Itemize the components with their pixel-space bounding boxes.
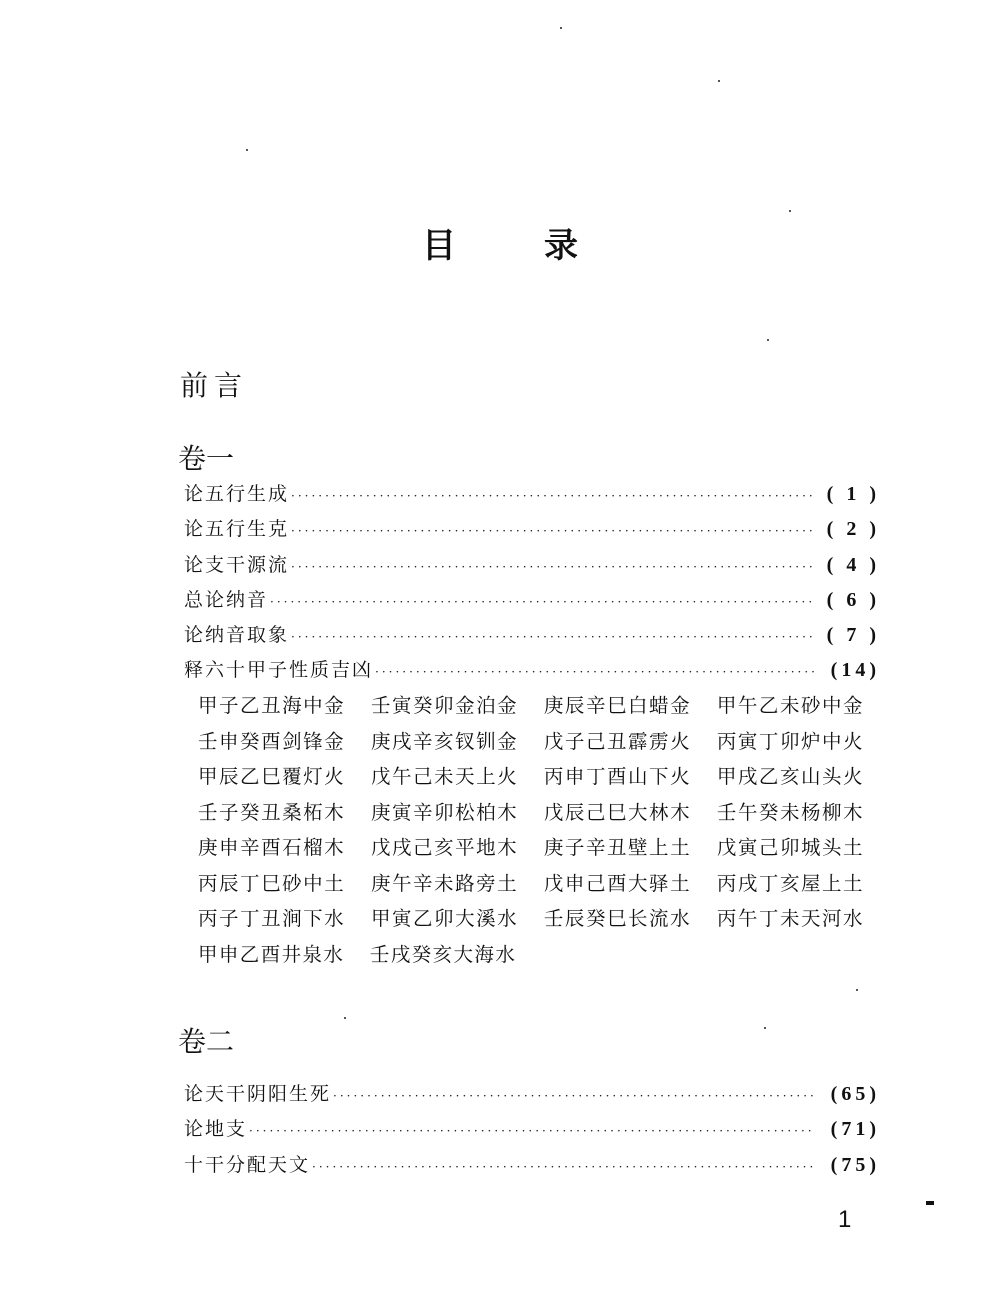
- toc-entry-page: (14): [830, 659, 880, 682]
- leader-dots: [333, 1089, 814, 1103]
- sub-entry: 甲午乙未砂中金: [716, 694, 864, 717]
- leader-dots: [291, 560, 814, 574]
- sub-entry: 庚子辛丑壁上土: [543, 836, 692, 859]
- sub-entry: 戊辰己巳大林木: [543, 800, 692, 824]
- scan-mark: [926, 1201, 934, 1205]
- sub-entry: 甲辰乙巳覆灯火: [198, 765, 346, 788]
- toc-entry[interactable]: [184, 514, 880, 549]
- sub-entry: 丙午丁未天河水: [716, 907, 864, 930]
- scan-speck: [767, 339, 769, 341]
- sub-entry: 戊戌己亥平地木: [370, 836, 519, 859]
- sub-entry: 壬申癸酉剑锋金: [198, 729, 346, 753]
- toc-entry-title: 释六十甲子性质吉凶: [184, 659, 374, 682]
- toc-entry-title: 论天干阴阳生死: [184, 1083, 332, 1105]
- preface-heading[interactable]: 前言: [180, 369, 249, 402]
- sub-entry: 甲子乙丑海中金: [198, 694, 346, 717]
- volume-2-toc: [184, 1079, 880, 1185]
- toc-entry-page: (75): [830, 1153, 880, 1176]
- toc-entry[interactable]: [184, 620, 880, 655]
- leader-dots: [375, 665, 814, 679]
- page-number: 1: [838, 1206, 852, 1233]
- leader-dots: [270, 595, 814, 609]
- toc-entry-title: 论纳音取象: [184, 624, 290, 647]
- volume-1-heading: 卷一: [178, 442, 235, 475]
- sub-entry: 庚辰辛巳白蜡金: [543, 694, 692, 717]
- sub-entry: 戊申己酉大驿土: [543, 871, 692, 895]
- toc-entry-title: 十干分配天文: [184, 1153, 311, 1176]
- leader-dots: [291, 630, 814, 644]
- sub-entry: 壬寅癸卯金泊金: [370, 694, 519, 717]
- sub-entry: 庚戌辛亥钗钏金: [370, 729, 519, 753]
- scan-speck: [246, 149, 248, 151]
- leader-dots: [291, 489, 814, 503]
- toc-entry-title: 论五行生克: [184, 518, 290, 541]
- sub-entry: 庚寅辛卯松柏木: [370, 800, 519, 824]
- sub-entry: 丙寅丁卯炉中火: [716, 729, 864, 753]
- title-char-1: 目: [422, 226, 456, 266]
- scan-speck: [718, 80, 720, 82]
- sub-entry: 庚申辛酉石榴木: [198, 836, 346, 859]
- toc-entry[interactable]: [184, 655, 880, 690]
- sub-entry: 壬子癸丑桑柘木: [198, 800, 346, 824]
- toc-entry[interactable]: [184, 550, 880, 585]
- page-title: [0, 218, 1000, 267]
- leader-dots: [312, 1160, 814, 1174]
- toc-entry-page: ( 1 ): [826, 483, 880, 505]
- toc-entry-title: 总论纳音: [184, 588, 269, 611]
- toc-entry-title: 论支干源流: [184, 553, 290, 576]
- toc-entry-page: (71): [830, 1118, 880, 1141]
- scan-speck: [560, 27, 562, 29]
- sub-entry: 壬辰癸巳长流水: [543, 907, 692, 930]
- sub-entry: 壬戌癸亥大海水: [369, 942, 517, 966]
- sub-entry: 甲申乙酉井泉水: [198, 942, 345, 966]
- toc-entry-page: ( 7 ): [826, 624, 880, 647]
- scan-speck: [789, 210, 791, 212]
- sub-entry: 丙辰丁巳砂中土: [198, 871, 346, 895]
- toc-entry-page: ( 2 ): [826, 518, 880, 541]
- toc-entry-page: ( 4 ): [826, 553, 880, 576]
- toc-entry[interactable]: [184, 1114, 880, 1149]
- sub-entry: 甲寅乙卯大溪水: [370, 907, 519, 930]
- sub-entry: 丙子丁丑涧下水: [198, 907, 346, 930]
- sub-entry-list: [198, 688, 882, 972]
- title-char-2: 录: [544, 226, 578, 266]
- sub-entry: 丙申丁酉山下火: [543, 765, 692, 788]
- toc-entry-title: 论五行生成: [184, 483, 290, 505]
- toc-entry-page: (65): [830, 1083, 880, 1105]
- volume-1-toc: [184, 479, 880, 691]
- leader-dots: [249, 1124, 814, 1138]
- sub-entry: 庚午辛未路旁土: [370, 871, 519, 895]
- leader-dots: [291, 524, 814, 538]
- toc-entry-title: 论地支: [184, 1118, 248, 1141]
- toc-entry[interactable]: [184, 1150, 880, 1185]
- toc-entry[interactable]: [184, 585, 880, 620]
- sub-entry: 丙戌丁亥屋上土: [716, 871, 864, 895]
- sub-entry: 戊午己未天上火: [370, 765, 519, 788]
- toc-entry[interactable]: [184, 479, 880, 514]
- sub-entry: 戊子己丑霹雳火: [543, 729, 692, 753]
- scan-speck: [856, 989, 858, 991]
- scan-speck: [764, 1027, 766, 1029]
- volume-2-heading: 卷二: [178, 1025, 235, 1058]
- sub-entry: 甲戌乙亥山头火: [716, 765, 864, 788]
- scan-speck: [344, 1017, 346, 1019]
- toc-entry[interactable]: [184, 1079, 880, 1114]
- sub-entry: 壬午癸未杨柳木: [716, 800, 864, 824]
- toc-entry-page: ( 6 ): [826, 588, 880, 611]
- sub-entry: 戊寅己卯城头土: [716, 836, 864, 859]
